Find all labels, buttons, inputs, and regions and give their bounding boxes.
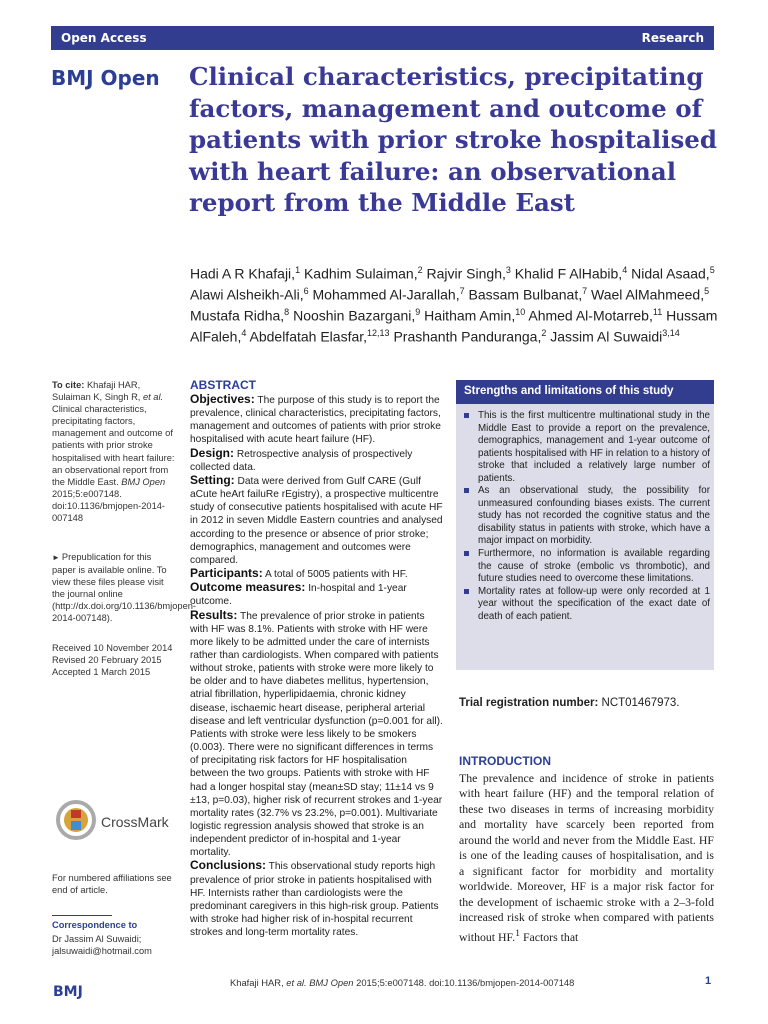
- affiliation-marker: 3: [505, 265, 511, 275]
- strengths-heading-bar: [456, 380, 714, 404]
- author-name: Rajvir Singh,: [426, 265, 506, 282]
- introduction-paragraph: The prevalence and incidence of stroke in patients with heart failure (HF) and the temporal relation of these two diseases in terms of increasing morbidity and mortality have scarcely been reported from around the world and never from the Middle East. HF is one of the leading causes of hospitalisation, and is a significant factor for morbidity and mortality worldwide. Moreover, HF is a major risk factor for the development of ischaemic stroke with a 2–3-fold increased risk of stroke when compared with patients without HF.: [459, 771, 714, 944]
- strengths-item: [464, 485, 710, 548]
- prepublication-note[interactable]: [52, 551, 197, 625]
- abstract-body: [190, 393, 443, 939]
- introduction-continuation: Factors that: [520, 929, 579, 944]
- author-name: Nooshin Bazargani,: [293, 307, 416, 324]
- square-bullet-icon: [464, 551, 469, 556]
- citation-block: [52, 379, 177, 524]
- crossmark-badge[interactable]: [55, 797, 180, 847]
- prepublication-text: Prepublication for this paper is available online. To view these files please visit the journal online (http://dx.doi.org/10.1136/bmjopen-2014-007148).: [52, 552, 197, 624]
- footer-citation-b: 2015;5:e007148. doi:10.1136/bmjopen-2014-007148: [353, 977, 575, 988]
- author-name: Bassam Bulbanat,: [468, 286, 583, 303]
- open-access-label: Open Access: [61, 31, 147, 45]
- crossmark-label: CrossMark: [101, 814, 169, 830]
- correspondence-label: Correspondence to: [52, 920, 138, 930]
- abstract-section-text: Retrospective analysis of prospectively collected data.: [190, 448, 413, 473]
- square-bullet-icon: [464, 488, 469, 493]
- received-date: Received 10 November 2014: [52, 643, 173, 653]
- strengths-item-text: Furthermore, no information is available regarding the cause of stroke (embolic vs thrombotic), and future studies need to overcome these limitations.: [478, 548, 710, 585]
- dates-block: [52, 642, 177, 678]
- introduction-heading: INTRODUCTION: [459, 754, 551, 768]
- correspondence-divider: [52, 915, 112, 916]
- strengths-limitations-box: [456, 380, 714, 670]
- correspondence-block: [52, 933, 177, 957]
- abstract-section-label: Participants:: [190, 566, 263, 581]
- footer-citation-etal: et al. BMJ Open: [286, 977, 354, 988]
- affiliation-marker: 12,13: [367, 328, 390, 339]
- crossmark-icon: [55, 797, 180, 847]
- abstract-section-label: Objectives:: [190, 392, 255, 406]
- abstract-section-label: Conclusions:: [190, 858, 267, 873]
- author-name: Alawi Alsheikh-Ali,: [190, 286, 304, 303]
- journal-logo: BMJ Open: [51, 66, 160, 90]
- citation-journal: BMJ Open: [121, 476, 166, 487]
- introduction-text: [459, 771, 714, 945]
- triangle-bullet-icon: ►: [52, 553, 60, 562]
- abstract-section: [190, 581, 443, 608]
- strengths-item-text: As an observational study, the possibility for unmeasured confounding biases exists. The current study has not recorded the cognitive status and the disability status in patients with stroke, which have a major impact on morbidity.: [478, 485, 710, 547]
- square-bullet-icon: [464, 413, 469, 418]
- affiliation-marker: 11: [652, 307, 663, 318]
- correspondence-email[interactable]: jalsuwaidi@hotmail.com: [52, 946, 152, 957]
- affiliation-marker: 7: [459, 286, 465, 297]
- author-name: Hadi A R Khafaji,: [190, 265, 296, 282]
- affiliation-marker: 1: [295, 265, 301, 275]
- abstract-section-label: Setting:: [190, 472, 235, 487]
- affiliation-marker: 10: [515, 307, 526, 318]
- author-name: Nidal Asaad,: [631, 265, 710, 282]
- correspondence-name: Dr Jassim Al Suwaidi;: [52, 934, 142, 944]
- article-title: Clinical characteristics, precipitating factors, management and outcome of patients with prior stroke hospitalised with heart failure: an observational report from the Middle East: [189, 62, 718, 217]
- abstract-section: [190, 609, 443, 860]
- affiliation-marker: 2: [541, 328, 547, 339]
- trial-registration-label: Trial registration number:: [459, 697, 599, 709]
- affiliation-marker: 8: [284, 307, 290, 318]
- square-bullet-icon: [464, 589, 469, 594]
- affiliation-marker: 4: [622, 265, 628, 275]
- page-number: 1: [705, 975, 712, 987]
- reference-marker[interactable]: 1: [515, 927, 521, 939]
- author-name: Khalid F AlHabib,: [514, 265, 623, 282]
- affiliation-marker: 5: [709, 265, 715, 275]
- revised-date: Revised 20 February 2015: [52, 655, 162, 666]
- abstract-section: [190, 474, 443, 567]
- author-name: Kadhim Sulaiman,: [303, 265, 418, 282]
- strengths-item: [464, 410, 710, 485]
- strengths-heading: Strengths and limitations of this study: [464, 385, 674, 397]
- strengths-item: [464, 586, 710, 624]
- affiliation-marker: 5: [704, 286, 710, 297]
- citation-text-b: Clinical characteristics, precipitating factors, management and outcome of patients with prior stroke hospitalised with heart failure: an observational report from the Middle East.: [52, 404, 175, 487]
- abstract-section-text: A total of 5005 patients with HF.: [262, 569, 408, 581]
- citation-text-a: Khafaji HAR, Sulaiman K, Singh R,: [52, 380, 143, 403]
- author-name: Haitham Amin,: [424, 307, 516, 324]
- footer-citation-a: Khafaji HAR,: [230, 977, 287, 988]
- header-bar: [51, 26, 714, 50]
- abstract-section: [190, 567, 443, 581]
- trial-registration: [459, 697, 680, 709]
- affiliation-marker: 4: [241, 328, 247, 339]
- abstract-section-label: Design:: [190, 445, 235, 460]
- author-name: Abdelfatah Elasfar,: [249, 328, 368, 345]
- trial-registration-number: NCT01467973.: [598, 697, 680, 709]
- abstract-section: [190, 393, 443, 447]
- section-label: Research: [641, 31, 704, 45]
- affiliation-marker: 6: [303, 286, 309, 297]
- citation-etal: et al.: [142, 392, 164, 403]
- citation-text-c: 2015;5:e007148. doi:10.1136/bmjopen-2014-007148: [52, 488, 166, 524]
- author-name: Ahmed Al-Motarreb,: [528, 307, 653, 324]
- author-name: Wael AlMahmeed,: [591, 286, 705, 303]
- strengths-item-text: This is the first multicentre multinational study in the Middle East to provide a report on the prevalence, demographics, management and 1-year outcome of patients hospitalised with HF in relation to a history of stroke that included a relatively large number of patients.: [478, 410, 710, 484]
- affiliations-note: For numbered affiliations see end of article.: [52, 873, 172, 896]
- abstract-section: [190, 447, 443, 474]
- author-name: Mohammed Al-Jarallah,: [312, 286, 460, 303]
- citation-label: To cite:: [52, 380, 85, 390]
- affiliation-marker: 7: [582, 286, 588, 297]
- bmj-footer-logo: BMJ: [53, 984, 83, 1000]
- accepted-date: Accepted 1 March 2015: [52, 667, 151, 678]
- author-name: Prashanth Panduranga,: [393, 328, 542, 345]
- abstract-section-text: This observational study reports high prevalence of prior stroke in patients hospitalised with HF. Internists rather than cardiologists were the predominant caregivers in this high-risk group. Patients with stroke had higher risk of in-hospital recurrent strokes and long-term mortality rates.: [190, 861, 439, 939]
- author-name: Jassim Al Suwaidi: [550, 328, 663, 345]
- author-name: Hussam AlFaleh,: [190, 307, 718, 345]
- abstract-section: [190, 859, 443, 939]
- affiliation-marker: 3,14: [662, 328, 680, 339]
- abstract-section-text: In-hospital and 1-year outcome.: [190, 583, 407, 608]
- affiliation-marker: 2: [417, 265, 423, 275]
- abstract-section-text: The purpose of this study is to report the prevalence, clinical characteristics, precipitating factors, management and outcomes of patients with prior stroke hospitalised with acute heart failure (HF).: [190, 395, 441, 446]
- author-name: Mustafa Ridha,: [190, 307, 285, 324]
- strengths-item-text: Mortality rates at follow-up were only recorded at 1 year without the specification of the exact date of death of each patient.: [478, 585, 710, 622]
- affiliation-marker: 9: [415, 307, 421, 318]
- abstract-section-label: Outcome measures:: [190, 580, 306, 595]
- author-list: [190, 262, 730, 346]
- strengths-item: [464, 548, 710, 586]
- abstract-section-label: Results:: [190, 607, 238, 622]
- abstract-section-text: The prevalence of prior stroke in patients with HF was 8.1%. Patients with stroke with HF were more likely to be admitted under the care of internists rather than cardiologists. When compared with patients without stroke, patients with stroke were more likely to be older and to have diabetes mellitus, hypertension, atrial fibrillation, hyperlipidaemia, chronic kidney disease, ischaemic heart disease, peripheral arterial disease and left ventricular dysfunction (p=0.001 for all). Patients with stroke were less likely to be smokers (0.003). There were no significant differences in terms of precipitating risk factors for HF hospitalisation between the two groups. Patients with stroke with HF had a longer hospital stay (mean±SD stay; 11±14 vs 9 ±13, p=0.03), higher risk of recurrent strokes and 1-year mortality rates (32.7% vs 23.2%, p=0.001). Multivariate logistic regression analysis showed that stroke is an independent predictor of in-hospital and 1-year mortality.: [190, 610, 443, 859]
- footer-citation: [230, 977, 574, 988]
- abstract-section-text: Data were derived from Gulf CARE (Gulf aCute heArt failuRe rEgistry), a prospective multicentre study of consecutive patients hospitalised with acute HF in 2012 in seven Middle Eastern countries and analysed according to the presence or absence of prior stroke; demographics, management and outcomes were compared.: [190, 475, 443, 566]
- strengths-list: [464, 410, 710, 623]
- abstract-heading: ABSTRACT: [190, 378, 256, 392]
